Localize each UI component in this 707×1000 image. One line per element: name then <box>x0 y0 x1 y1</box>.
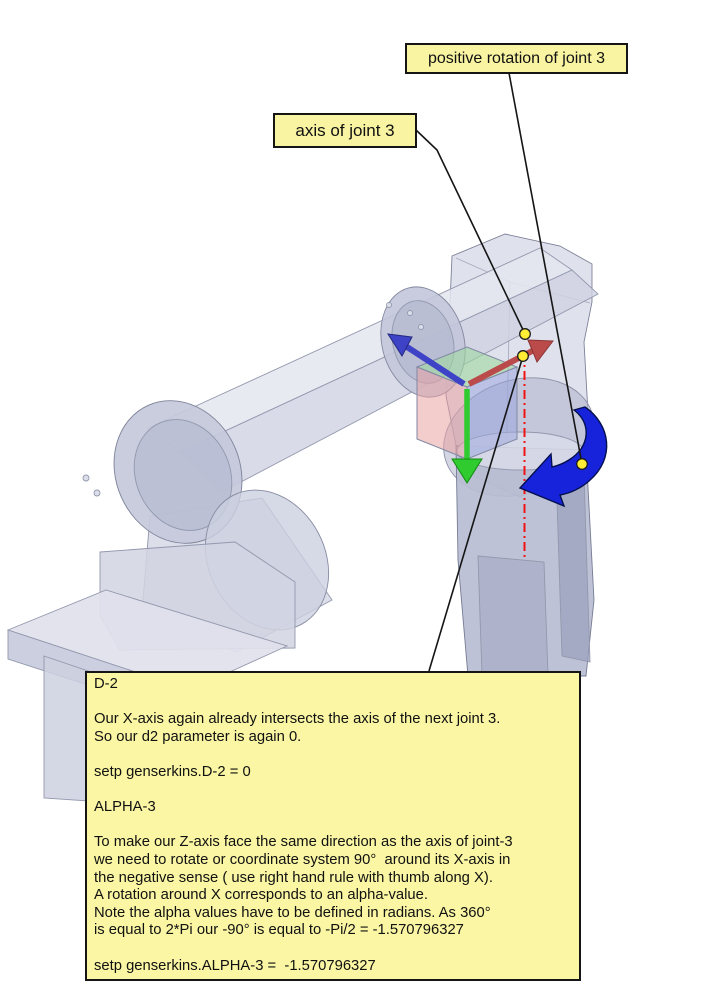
callout-positive-rotation <box>405 43 628 74</box>
note-line <box>94 940 577 958</box>
note-line: Our X-axis again already intersects the axis of the next joint 3. <box>94 711 501 728</box>
note-line: setp genserkins.D-2 = 0 <box>94 763 251 780</box>
callout-positive-rotation-label: positive rotation of joint 3 <box>428 49 605 67</box>
note-line: To make our Z-axis face the same direction as the axis of joint-3 <box>94 834 513 851</box>
note-line: we need to rotate or coordinate system 90° around its X-axis in <box>94 851 511 868</box>
note-line <box>94 817 577 835</box>
note-line <box>94 746 577 764</box>
callout-axis-label: axis of joint 3 <box>295 120 395 140</box>
marker-dot-rotation <box>577 459 588 470</box>
note-line: ALPHA-3 <box>94 799 156 816</box>
note-line <box>94 782 577 800</box>
note-line: is equal to 2*Pi our -90° is equal to -Pi/2 = -1.570796327 <box>94 922 464 939</box>
forearm-panel-left <box>478 556 548 676</box>
marker-dot-axis-origin <box>518 351 529 362</box>
screw-dot <box>83 475 89 481</box>
screw-dot <box>408 311 413 316</box>
note-line: So our d2 parameter is again 0. <box>94 728 302 745</box>
marker-dot-axis-top <box>520 329 531 340</box>
screw-dot <box>94 490 100 496</box>
screw-dot <box>387 303 392 308</box>
callout-axis-of-joint <box>273 113 417 148</box>
note-line: the negative sense ( use right hand rule with thumb along X). <box>94 869 493 886</box>
note-line <box>94 694 577 712</box>
screw-dot <box>419 325 424 330</box>
note-line: Note the alpha values have to be defined in radians. As 360° <box>94 904 491 921</box>
note-box <box>85 671 581 981</box>
note-line: A rotation around X corresponds to an alpha-value. <box>94 887 428 904</box>
note-line: D-2 <box>94 676 118 692</box>
note-line: setp genserkins.ALPHA-3 = -1.570796327 <box>94 957 376 974</box>
